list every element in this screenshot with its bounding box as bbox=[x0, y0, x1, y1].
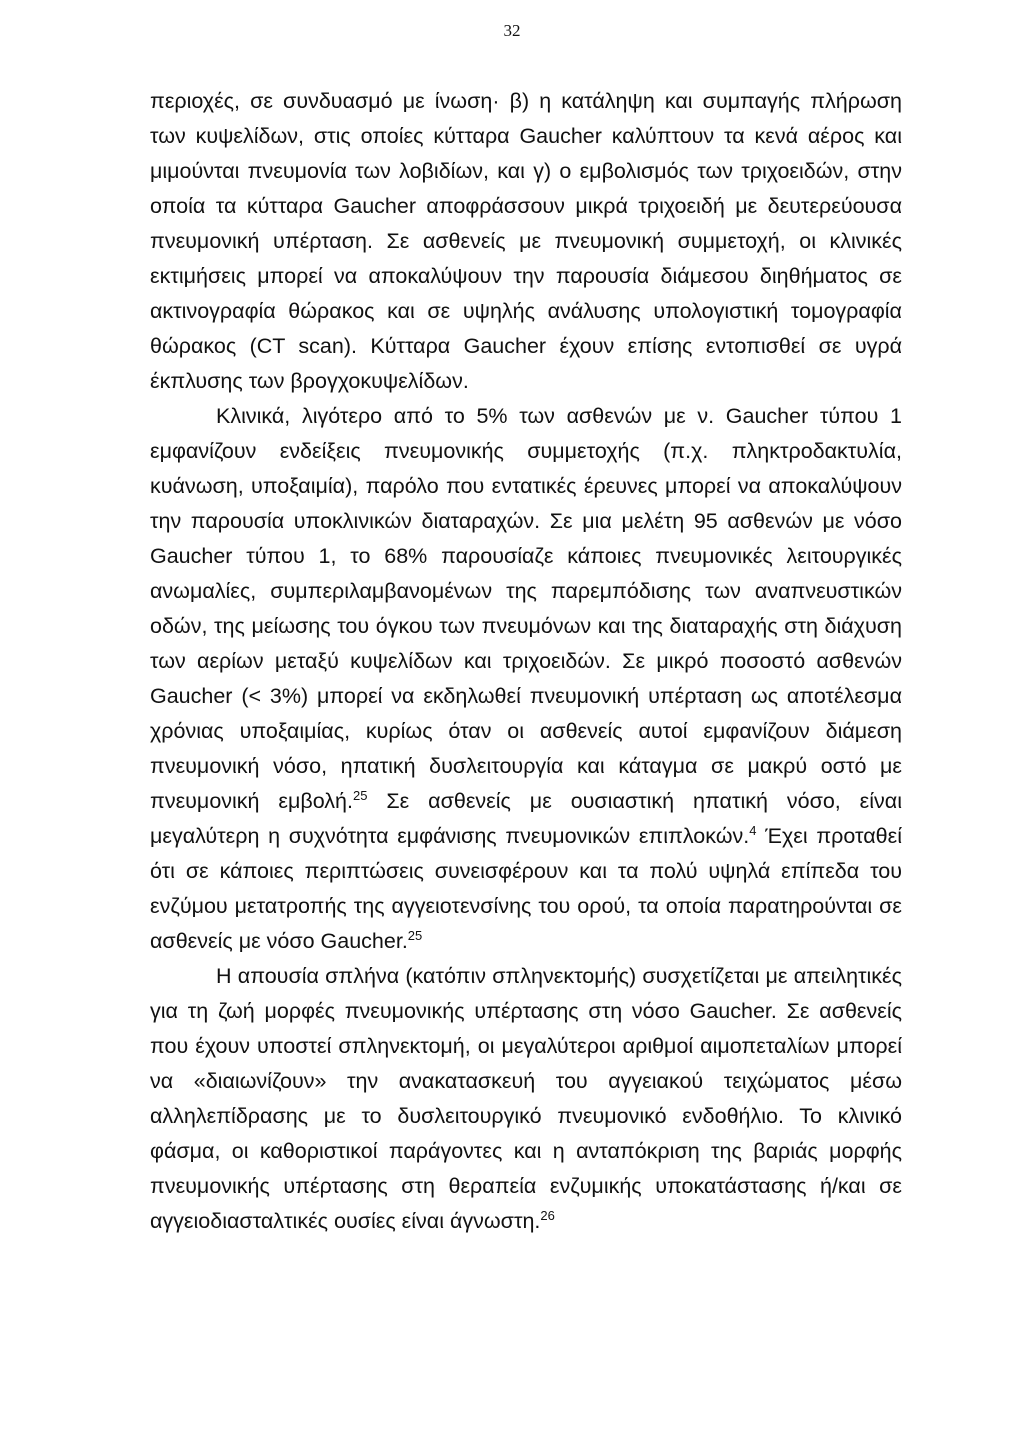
paragraph bbox=[150, 399, 902, 959]
paragraph bbox=[150, 84, 902, 399]
paragraph bbox=[150, 959, 902, 1239]
reference-superscript: 25 bbox=[353, 788, 368, 803]
paragraph-text: Έχει προταθεί ότι σε κάποιες περιπτώσεις συνεισφέρουν και τα πολύ υψηλά επίπεδα του ενζύμου μετατροπής της αγγειοτενσίνης του ορού, τα οποία παρατηρούνται σε ασθενείς με νόσο Gaucher. bbox=[150, 824, 902, 953]
paragraph-text: Κλινικά, λιγότερο από το 5% των ασθενών με ν. Gaucher τύπου 1 εμφανίζουν ενδείξεις πνευμονικής συμμετοχής (π.χ. πληκτροδακτυλία, κυάνωση, υποξαιμία), παρόλο που εντατικές έρευνες μπορεί να αποκαλύψουν την παρουσία υποκλινικών διαταραχών. Σε μια μελέτη 95 ασθενών με νόσο Gaucher τύπου 1, το 68% παρουσίαζε κάποιες πνευμονικές λειτουργικές ανωμαλίες, συμπεριλαμβανομένων της παρεμπόδισης των αναπνευστικών οδών, της μείωσης του όγκου των πνευμόνων και της διαταραχής στη διάχυση των αερίων μεταξύ κυψελίδων και τριχοειδών. Σε μικρό ποσοστό ασθενών Gaucher (< 3%) μπορεί να εκδηλωθεί πνευμονική υπέρταση ως αποτέλεσμα χρόνιας υποξαιμίας, κυρίως όταν οι ασθενείς αυτοί εμφανίζουν διάμεση πνευμονική νόσο, ηπατική δυσλειτουργία και κάταγμα σε μακρύ οστό με πνευμονική εμβολή. bbox=[150, 404, 902, 813]
paragraph-text: περιοχές, σε συνδυασμό με ίνωση· β) η κατάληψη και συμπαγής πλήρωση των κυψελίδων, στις οποίες κύτταρα Gaucher καλύπτουν τα κενά αέρος και μιμούνται πνευμονία των λοβιδίων, και γ) ο εμβολισμός των τριχοειδών, στην οποία τα κύτταρα Gaucher αποφράσσουν μικρά τριχοειδή με δευτερεύουσα πνευμονική υπέρταση. Σε ασθενείς με πνευμονική συμμετοχή, οι κλινικές εκτιμήσεις μπορεί να αποκαλύψουν την παρουσία διάμεσου διηθήματος σε ακτινογραφία θώρακος και σε υψηλής ανάλυσης υπολογιστική τομογραφία θώρακος (CT scan). Κύτταρα Gaucher έχουν επίσης εντοπισθεί σε υγρά έκπλυσης των βρογχοκυψελίδων. bbox=[150, 89, 902, 393]
paragraph-text: Σε ασθενείς με ουσιαστική ηπατική νόσο, είναι μεγαλύτερη η συχνότητα εμφάνισης πνευμονικών επιπλοκών. bbox=[150, 789, 903, 848]
reference-superscript: 4 bbox=[749, 823, 757, 838]
paragraph-text: Η απουσία σπλήνα (κατόπιν σπληνεκτομής) συσχετίζεται με απειλητικές για τη ζωή μορφές πνευμονικής υπέρτασης στη νόσο Gaucher. Σε ασθενείς που έχουν υποστεί σπληνεκτομή, οι μεγαλύτεροι αριθμοί αιμοπεταλίων μπορεί να «διαιωνίζουν» την ανακατασκευή του αγγειακού τειχώματος μέσω αλληλεπίδρασης με το δυσλειτουργικό πνευμονικό ενδοθήλιο. Το κλινικό φάσμα, οι καθοριστικοί παράγοντες και η ανταπόκριση της βαριάς μορφής πνευμονικής υπέρτασης στη θεραπεία ενζυμικής υποκατάστασης ή/και σε αγγειοδιασταλτικές ουσίες είναι άγνωστη. bbox=[150, 964, 902, 1233]
reference-superscript: 26 bbox=[540, 1208, 555, 1223]
body-text bbox=[150, 84, 902, 1239]
page-number: 32 bbox=[503, 21, 521, 40]
reference-superscript: 25 bbox=[407, 928, 423, 943]
